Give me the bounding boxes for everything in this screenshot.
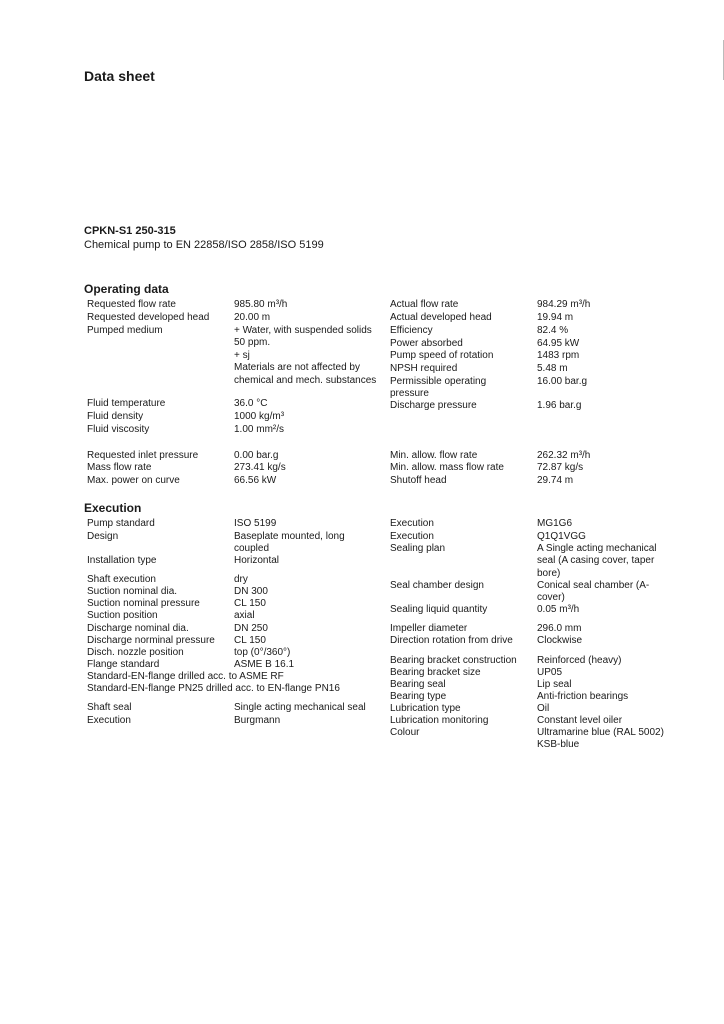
spec-value: Single acting mechanical seal (234, 702, 366, 713)
spec-label: Power absorbed (390, 338, 463, 349)
spec-value: 66.56 kW (234, 475, 277, 486)
pump-model: CPKN-S1 250-315 (84, 225, 176, 237)
spec-label: Sealing plan (390, 543, 446, 554)
spec-value: 262.32 m³/h (537, 450, 591, 461)
spec-value: DN 300 (234, 586, 268, 597)
spec-label: Fluid density (87, 411, 144, 422)
spec-label: Actual flow rate (390, 299, 459, 310)
execution-heading: Execution (84, 501, 142, 515)
spec-value: 29.74 m (537, 475, 574, 486)
spec-label: Design (87, 531, 119, 542)
spec-label: Lubrication monitoring (390, 715, 489, 726)
spec-value: Constant level oiler (537, 715, 623, 726)
spec-label: Discharge nominal dia. (87, 623, 189, 634)
spec-value: 1.96 bar.g (537, 400, 582, 411)
spec-label: Bearing type (390, 691, 447, 702)
spec-label: Permissible operating pressure (390, 376, 487, 400)
spec-value: ISO 5199 (234, 518, 277, 529)
spec-value: 1483 rpm (537, 350, 580, 361)
spec-value: 1000 kg/m³ (234, 411, 285, 422)
flange-note: Standard-EN-flange PN25 drilled acc. to EN-flange PN16 (87, 683, 340, 694)
spec-label: Bearing bracket construction (390, 655, 517, 666)
spec-value: 36.0 °C (234, 398, 268, 409)
spec-label: Suction nominal dia. (87, 586, 178, 597)
spec-label: Sealing liquid quantity (390, 604, 488, 615)
spec-label: Requested developed head (87, 312, 210, 323)
spec-label: Shaft execution (87, 574, 156, 585)
spec-value: Lip seal (537, 679, 572, 690)
spec-label: Pump standard (87, 518, 155, 529)
spec-value: A Single acting mechanical seal (A casing cover, taper bore) (537, 543, 657, 579)
spec-label: Discharge norminal pressure (87, 635, 215, 646)
spec-value: Anti-friction bearings (537, 691, 629, 702)
spec-value: Oil (537, 703, 550, 714)
spec-value: 5.48 m (537, 363, 568, 374)
spec-label: Pump speed of rotation (390, 350, 494, 361)
spec-label: Lubrication type (390, 703, 461, 714)
spec-label: Max. power on curve (87, 475, 180, 486)
spec-label: Min. allow. mass flow rate (390, 462, 504, 473)
spec-label: Installation type (87, 555, 157, 566)
spec-label: Efficiency (390, 325, 433, 336)
spec-value: DN 250 (234, 623, 268, 634)
spec-label: Min. allow. flow rate (390, 450, 478, 461)
spec-value: 0.00 bar.g (234, 450, 279, 461)
spec-value: 82.4 % (537, 325, 569, 336)
spec-value: 0.05 m³/h (537, 604, 580, 615)
spec-value: + Water, with suspended solids 50 ppm. + sj Materials are not affected by chemical and mech. substances (234, 325, 377, 386)
spec-label: Execution (390, 531, 434, 542)
spec-label: Execution (87, 715, 131, 726)
spec-value: Conical seal chamber (A-cover) (537, 580, 650, 604)
spec-label: Disch. nozzle position (87, 647, 184, 658)
spec-label: Bearing bracket size (390, 667, 481, 678)
spec-value: Reinforced (heavy) (537, 655, 622, 666)
spec-label: Fluid temperature (87, 398, 166, 409)
spec-value: Ultramarine blue (RAL 5002) KSB-blue (537, 727, 664, 751)
spec-value: 985.80 m³/h (234, 299, 288, 310)
spec-label: Discharge pressure (390, 400, 477, 411)
spec-label: Shaft seal (87, 702, 132, 713)
spec-value: 16.00 bar.g (537, 376, 588, 387)
spec-value: CL 150 (234, 598, 266, 609)
spec-value: 19.94 m (537, 312, 574, 323)
spec-label: Direction rotation from drive (390, 635, 513, 646)
spec-value: MG1G6 (537, 518, 573, 529)
spec-value: CL 150 (234, 635, 266, 646)
spec-label: Seal chamber design (390, 580, 484, 591)
spec-label: Actual developed head (390, 312, 492, 323)
spec-value: Burgmann (234, 715, 281, 726)
spec-value: Clockwise (537, 635, 583, 646)
spec-value: 296.0 mm (537, 623, 582, 634)
spec-value: Q1Q1VGG (537, 531, 586, 542)
spec-label: Shutoff head (390, 475, 447, 486)
spec-label: Flange standard (87, 659, 160, 670)
spec-label: Bearing seal (390, 679, 446, 690)
spec-value: dry (234, 574, 248, 585)
spec-label: Suction nominal pressure (87, 598, 200, 609)
spec-value: top (0°/360°) (234, 647, 291, 658)
flange-note: Standard-EN-flange drilled acc. to ASME RF (87, 671, 284, 682)
spec-label: Colour (390, 727, 420, 738)
spec-value: 273.41 kg/s (234, 462, 286, 473)
spec-value: 984.29 m³/h (537, 299, 591, 310)
page-title: Data sheet (84, 68, 155, 84)
spec-label: Mass flow rate (87, 462, 152, 473)
spec-value: axial (234, 610, 255, 621)
spec-label: Requested flow rate (87, 299, 176, 310)
spec-label: NPSH required (390, 363, 458, 374)
spec-label: Requested inlet pressure (87, 450, 199, 461)
spec-value: ASME B 16.1 (234, 659, 295, 670)
spec-value: UP05 (537, 667, 563, 678)
spec-value: Baseplate mounted, long coupled (234, 531, 345, 555)
spec-label: Suction position (87, 610, 158, 621)
pump-description: Chemical pump to EN 22858/ISO 2858/ISO 5199 (84, 239, 324, 251)
spec-value: 64.95 kW (537, 338, 580, 349)
spec-label: Impeller diameter (390, 623, 468, 634)
spec-label: Pumped medium (87, 325, 163, 336)
spec-value: 72.87 kg/s (537, 462, 584, 473)
spec-label: Fluid viscosity (87, 424, 150, 435)
spec-value: 1.00 mm²/s (234, 424, 285, 435)
operating-data-heading: Operating data (84, 282, 169, 296)
spec-value: Horizontal (234, 555, 280, 566)
spec-value: 20.00 m (234, 312, 271, 323)
spec-label: Execution (390, 518, 434, 529)
